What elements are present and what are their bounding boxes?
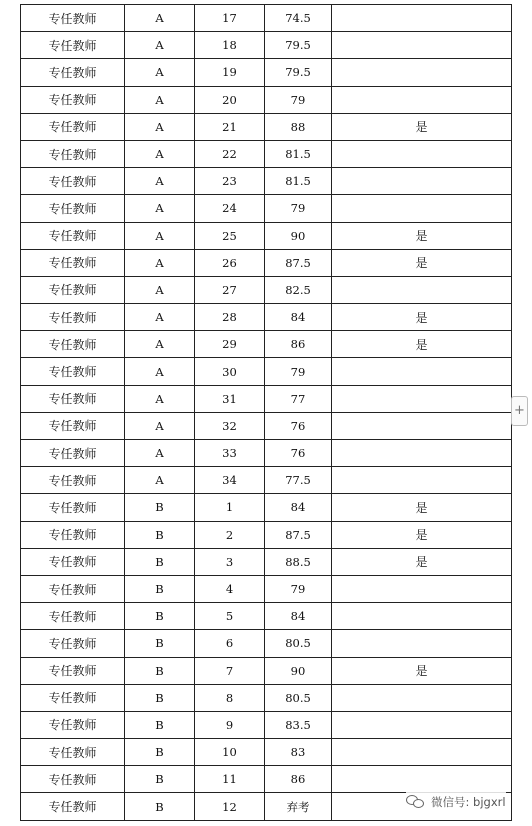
group-cell: B — [125, 766, 195, 793]
number-cell: 3 — [195, 548, 265, 575]
score-cell: 88.5 — [265, 548, 332, 575]
number-cell: 32 — [195, 412, 265, 439]
number-cell: 18 — [195, 32, 265, 59]
group-cell: A — [125, 222, 195, 249]
score-cell: 79 — [265, 86, 332, 113]
score-cell: 77 — [265, 385, 332, 412]
position-cell: 专任教师 — [21, 412, 125, 439]
table-row — [21, 684, 512, 711]
group-cell: A — [125, 304, 195, 331]
score-cell: 87.5 — [265, 249, 332, 276]
position-cell: 专任教师 — [21, 684, 125, 711]
results-table — [20, 4, 512, 821]
table-row — [21, 331, 512, 358]
table-row — [21, 86, 512, 113]
table-row — [21, 766, 512, 793]
number-cell: 17 — [195, 5, 265, 32]
number-cell: 31 — [195, 385, 265, 412]
position-cell: 专任教师 — [21, 222, 125, 249]
group-cell: A — [125, 249, 195, 276]
group-cell: A — [125, 195, 195, 222]
table-row — [21, 32, 512, 59]
pass-mark-cell — [332, 711, 512, 738]
pass-mark-cell — [332, 385, 512, 412]
position-cell: 专任教师 — [21, 711, 125, 738]
position-cell: 专任教师 — [21, 657, 125, 684]
number-cell: 8 — [195, 684, 265, 711]
number-cell: 10 — [195, 739, 265, 766]
pass-mark-cell: 是 — [332, 304, 512, 331]
score-cell: 79.5 — [265, 59, 332, 86]
group-cell: B — [125, 575, 195, 602]
pass-mark-cell: 是 — [332, 521, 512, 548]
pass-mark-cell — [332, 603, 512, 630]
number-cell: 1 — [195, 494, 265, 521]
table-row — [21, 358, 512, 385]
score-cell: 90 — [265, 657, 332, 684]
position-cell: 专任教师 — [21, 113, 125, 140]
pass-mark-cell — [332, 412, 512, 439]
score-cell: 88 — [265, 113, 332, 140]
score-cell: 84 — [265, 494, 332, 521]
position-cell: 专任教师 — [21, 793, 125, 820]
pass-mark-cell: 是 — [332, 494, 512, 521]
group-cell: A — [125, 113, 195, 140]
number-cell: 27 — [195, 276, 265, 303]
score-cell: 81.5 — [265, 168, 332, 195]
table-row — [21, 5, 512, 32]
pass-mark-cell — [332, 168, 512, 195]
position-cell: 专任教师 — [21, 521, 125, 548]
score-cell: 87.5 — [265, 521, 332, 548]
group-cell: B — [125, 793, 195, 820]
pass-mark-cell — [332, 440, 512, 467]
pass-mark-cell: 是 — [332, 113, 512, 140]
results-table-body — [21, 5, 512, 821]
position-cell: 专任教师 — [21, 32, 125, 59]
table-row — [21, 249, 512, 276]
score-cell: 76 — [265, 440, 332, 467]
number-cell: 4 — [195, 575, 265, 602]
group-cell: A — [125, 358, 195, 385]
score-cell: 80.5 — [265, 630, 332, 657]
number-cell: 23 — [195, 168, 265, 195]
position-cell: 专任教师 — [21, 59, 125, 86]
position-cell: 专任教师 — [21, 5, 125, 32]
group-cell: A — [125, 385, 195, 412]
score-cell: 86 — [265, 766, 332, 793]
group-cell: A — [125, 5, 195, 32]
group-cell: A — [125, 140, 195, 167]
number-cell: 28 — [195, 304, 265, 331]
position-cell: 专任教师 — [21, 195, 125, 222]
score-cell: 86 — [265, 331, 332, 358]
table-row — [21, 412, 512, 439]
number-cell: 19 — [195, 59, 265, 86]
pass-mark-cell: 是 — [332, 249, 512, 276]
position-cell: 专任教师 — [21, 603, 125, 630]
group-cell: B — [125, 630, 195, 657]
group-cell: B — [125, 739, 195, 766]
group-cell: A — [125, 467, 195, 494]
score-cell: 77.5 — [265, 467, 332, 494]
score-cell: 82.5 — [265, 276, 332, 303]
position-cell: 专任教师 — [21, 630, 125, 657]
pass-mark-cell — [332, 684, 512, 711]
pass-mark-cell — [332, 575, 512, 602]
table-row — [21, 739, 512, 766]
score-cell: 74.5 — [265, 5, 332, 32]
plus-icon: + — [514, 403, 525, 418]
number-cell: 6 — [195, 630, 265, 657]
score-cell: 83 — [265, 739, 332, 766]
score-cell: 90 — [265, 222, 332, 249]
score-cell: 79 — [265, 575, 332, 602]
pass-mark-cell — [332, 5, 512, 32]
pass-mark-cell — [332, 467, 512, 494]
table-row — [21, 59, 512, 86]
watermark-text: 微信号: bjgxrl — [431, 795, 506, 809]
number-cell: 9 — [195, 711, 265, 738]
table-row — [21, 575, 512, 602]
pass-mark-cell: 是 — [332, 222, 512, 249]
group-cell: B — [125, 711, 195, 738]
group-cell: B — [125, 521, 195, 548]
pass-mark-cell: 是 — [332, 657, 512, 684]
table-row — [21, 711, 512, 738]
table-row — [21, 657, 512, 684]
table-row — [21, 467, 512, 494]
table-row — [21, 140, 512, 167]
number-cell: 26 — [195, 249, 265, 276]
group-cell: A — [125, 32, 195, 59]
position-cell: 专任教师 — [21, 494, 125, 521]
position-cell: 专任教师 — [21, 276, 125, 303]
pass-mark-cell — [332, 59, 512, 86]
table-row — [21, 603, 512, 630]
table-row — [21, 304, 512, 331]
score-cell: 84 — [265, 603, 332, 630]
number-cell: 33 — [195, 440, 265, 467]
position-cell: 专任教师 — [21, 766, 125, 793]
score-cell: 79.5 — [265, 32, 332, 59]
position-cell: 专任教师 — [21, 385, 125, 412]
group-cell: B — [125, 684, 195, 711]
position-cell: 专任教师 — [21, 140, 125, 167]
score-cell: 81.5 — [265, 140, 332, 167]
pass-mark-cell — [332, 739, 512, 766]
number-cell: 22 — [195, 140, 265, 167]
table-row — [21, 385, 512, 412]
group-cell: A — [125, 331, 195, 358]
table-row — [21, 440, 512, 467]
group-cell: A — [125, 276, 195, 303]
group-cell: A — [125, 412, 195, 439]
wechat-watermark — [406, 792, 506, 812]
score-cell: 79 — [265, 195, 332, 222]
group-cell: A — [125, 59, 195, 86]
group-cell: B — [125, 548, 195, 575]
table-row — [21, 630, 512, 657]
position-cell: 专任教师 — [21, 548, 125, 575]
number-cell: 7 — [195, 657, 265, 684]
table-row — [21, 113, 512, 140]
group-cell: B — [125, 494, 195, 521]
score-cell: 76 — [265, 412, 332, 439]
number-cell: 21 — [195, 113, 265, 140]
pass-mark-cell — [332, 32, 512, 59]
pass-mark-cell — [332, 766, 512, 793]
table-row — [21, 168, 512, 195]
score-cell: 84 — [265, 304, 332, 331]
number-cell: 20 — [195, 86, 265, 113]
pass-mark-cell: 是 — [332, 548, 512, 575]
number-cell: 24 — [195, 195, 265, 222]
position-cell: 专任教师 — [21, 304, 125, 331]
position-cell: 专任教师 — [21, 249, 125, 276]
table-row — [21, 548, 512, 575]
group-cell: B — [125, 657, 195, 684]
table-row — [21, 276, 512, 303]
number-cell: 34 — [195, 467, 265, 494]
pass-mark-cell — [332, 195, 512, 222]
position-cell: 专任教师 — [21, 440, 125, 467]
number-cell: 2 — [195, 521, 265, 548]
group-cell: A — [125, 168, 195, 195]
number-cell: 25 — [195, 222, 265, 249]
position-cell: 专任教师 — [21, 86, 125, 113]
score-cell: 80.5 — [265, 684, 332, 711]
table-row — [21, 195, 512, 222]
score-cell: 83.5 — [265, 711, 332, 738]
number-cell: 30 — [195, 358, 265, 385]
position-cell: 专任教师 — [21, 467, 125, 494]
position-cell: 专任教师 — [21, 331, 125, 358]
pass-mark-cell — [332, 140, 512, 167]
group-cell: B — [125, 603, 195, 630]
wechat-icon — [406, 795, 426, 809]
pass-mark-cell — [332, 86, 512, 113]
pass-mark-cell — [332, 358, 512, 385]
score-cell: 79 — [265, 358, 332, 385]
score-cell: 弃考 — [265, 793, 332, 820]
table-row — [21, 494, 512, 521]
pass-mark-cell — [332, 276, 512, 303]
pass-mark-cell: 是 — [332, 331, 512, 358]
table-row — [21, 222, 512, 249]
position-cell: 专任教师 — [21, 739, 125, 766]
position-cell: 专任教师 — [21, 575, 125, 602]
table-row — [21, 521, 512, 548]
position-cell: 专任教师 — [21, 358, 125, 385]
number-cell: 29 — [195, 331, 265, 358]
position-cell: 专任教师 — [21, 168, 125, 195]
group-cell: A — [125, 86, 195, 113]
number-cell: 11 — [195, 766, 265, 793]
number-cell: 5 — [195, 603, 265, 630]
add-row-button[interactable] — [511, 396, 528, 426]
number-cell: 12 — [195, 793, 265, 820]
pass-mark-cell — [332, 630, 512, 657]
group-cell: A — [125, 440, 195, 467]
